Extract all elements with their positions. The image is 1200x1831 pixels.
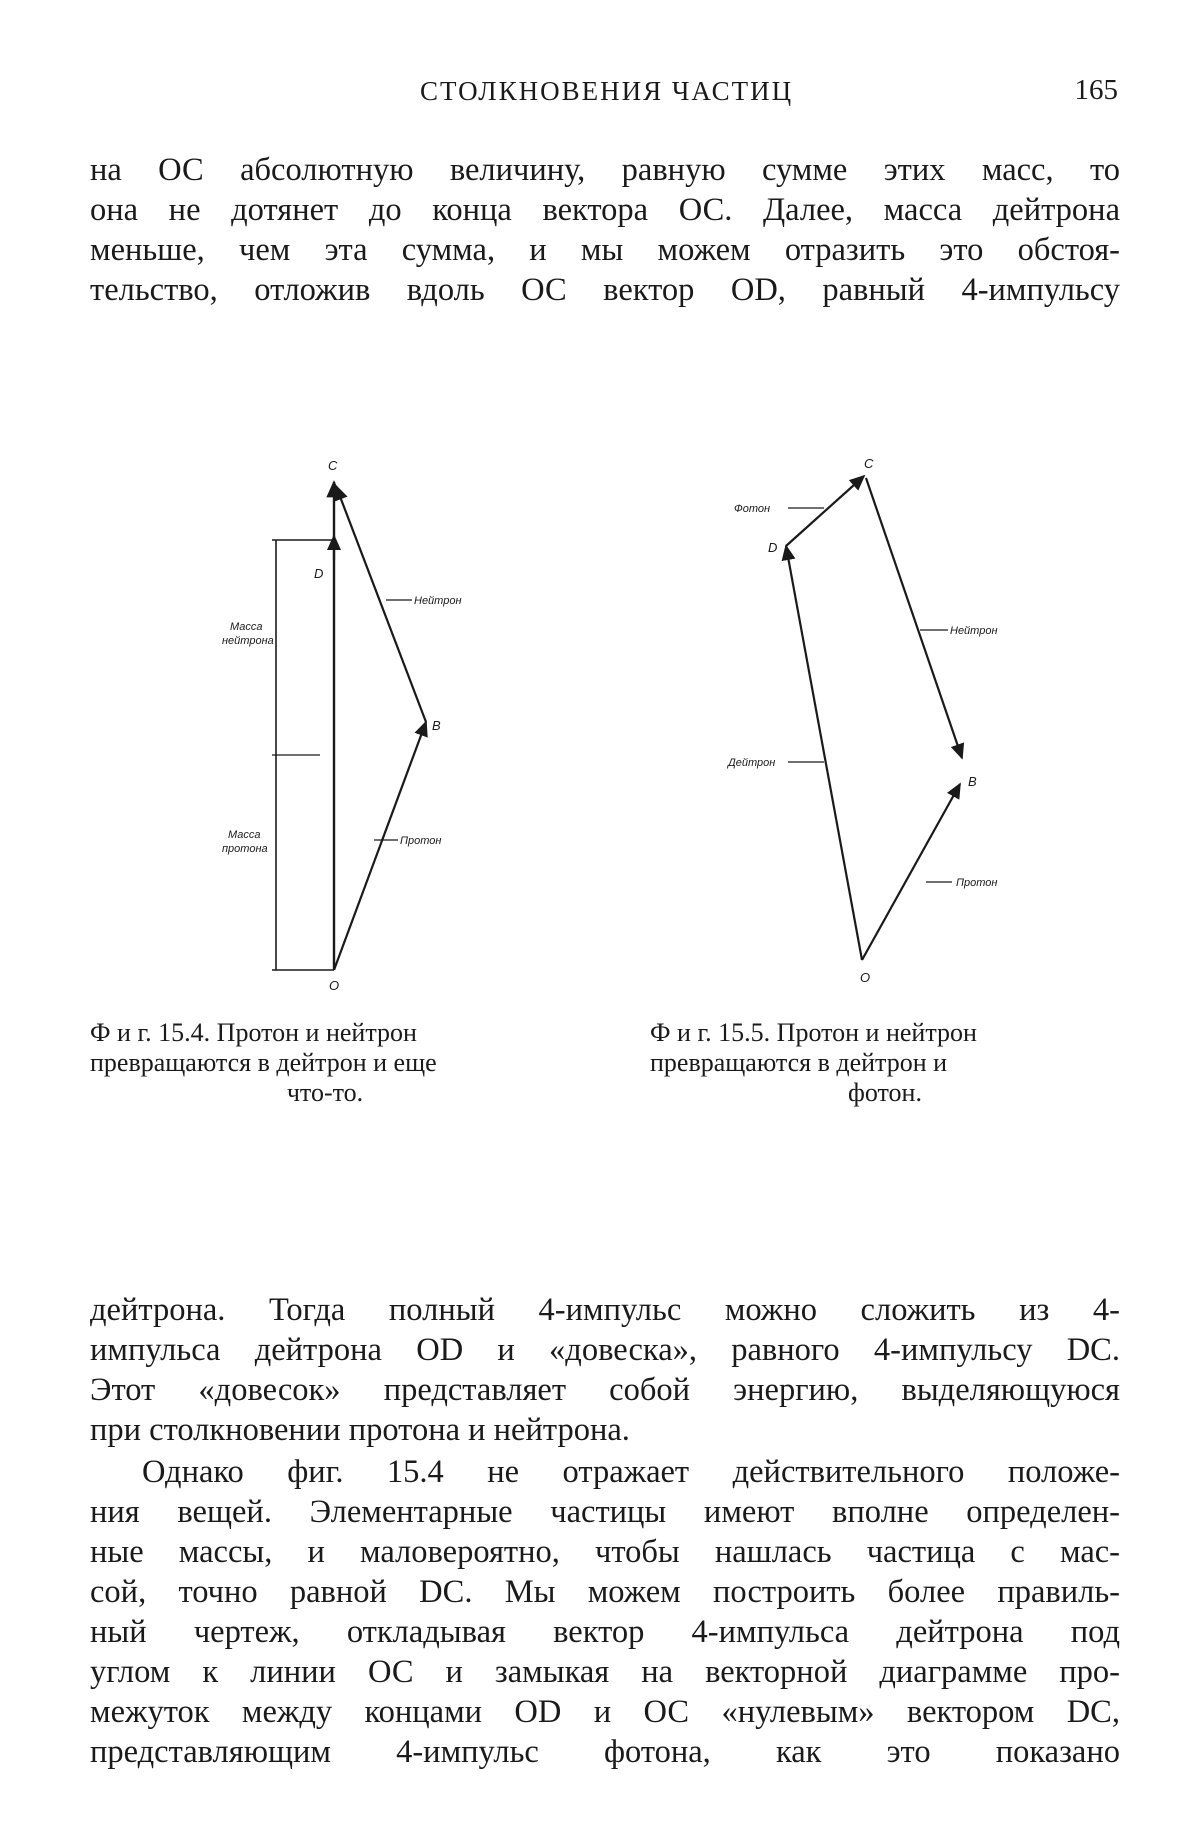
bottom-paragraph-2 [90, 1452, 1120, 1772]
vector-ob-proton [862, 784, 960, 960]
text-line: тельство, отложив вдоль ОС вектор OD, равный 4-импульсу [90, 272, 1120, 308]
caption-line: фотон. [848, 1078, 922, 1107]
label-neutron-mass-2: нейтрона [222, 635, 274, 647]
label-proton-mass-2: протона [222, 843, 268, 855]
figure-15-4 [190, 450, 490, 993]
label-proton-mass-1: Масса [228, 829, 261, 841]
label-neutron: Нейтрон [950, 625, 998, 637]
label-proton: Протон [956, 877, 998, 889]
caption-line: превращаются в дейтрон и [650, 1048, 948, 1077]
text-line: меньше, чем эта сумма, и мы можем отразить это обстоя- [90, 232, 1120, 268]
page-header [0, 72, 1200, 112]
vector-dc-photon [786, 476, 864, 546]
point-label-o: O [329, 978, 340, 993]
point-label-b: B [432, 718, 441, 733]
point-label-o: O [860, 970, 871, 985]
vector-cb-neutron [866, 478, 962, 758]
label-deuteron: Дейтрон [728, 757, 776, 769]
point-label-b: B [968, 774, 977, 789]
text-line: импульса дейтрона OD и «довеска», равного 4-импульсу DC. [90, 1332, 1120, 1368]
text-line: ные массы, и маловероятно, чтобы нашлась частица с мас- [90, 1534, 1120, 1570]
text-line: межуток между концами OD и ОС «нулевым» вектором DC, [90, 1694, 1120, 1730]
point-label-d: D [768, 540, 778, 555]
page-number: 165 [1074, 74, 1118, 106]
caption-line: превращаются в дейтрон и еще [90, 1048, 437, 1077]
caption-15-5 [650, 1018, 1120, 1108]
text-line: на ОС абсолютную величину, равную сумме этих масс, то [90, 152, 1120, 188]
figure-15-4-diagram [190, 450, 490, 993]
text-line: сой, точно равной DC. Мы можем построить более правиль- [90, 1574, 1120, 1610]
caption-line: Ф и г. 15.5. Протон и нейтрон [650, 1018, 977, 1047]
point-label-c: C [328, 458, 338, 473]
text-line: дейтрона. Тогда полный 4-импульс можно сложить из 4- [90, 1292, 1120, 1328]
top-paragraph [90, 150, 1120, 310]
label-proton: Протон [400, 835, 442, 847]
running-title: СТОЛКНОВЕНИЯ ЧАСТИЦ [420, 76, 794, 106]
label-neutron-mass-1: Масса [230, 621, 263, 633]
bottom-paragraph-1 [90, 1290, 1120, 1450]
point-label-c: C [864, 456, 874, 471]
text-line: углом к линии ОС и замыкая на векторной диаграмме про- [90, 1654, 1120, 1690]
text-line: представляющим 4-импульс фотона, как это показано [90, 1734, 1120, 1770]
point-label-d: D [314, 566, 324, 581]
figure-15-5 [720, 450, 1040, 990]
text-line: Однако фиг. 15.4 не отражает действительного положе- [142, 1454, 1120, 1490]
label-neutron: Нейтрон [414, 595, 462, 607]
caption-line: что-то. [286, 1078, 364, 1107]
text-line: при столкновении протона и нейтрона. [90, 1412, 630, 1448]
text-line: ный чертеж, откладывая вектор 4-импульса дейтрона под [90, 1614, 1120, 1650]
vector-bc-neutron [336, 486, 426, 722]
caption-line: Ф и г. 15.4. Протон и нейтрон [90, 1018, 417, 1047]
figure-15-5-diagram [720, 450, 1040, 990]
text-line: ния вещей. Элементарные частицы имеют вполне определен- [90, 1494, 1120, 1530]
vector-od-deuteron [786, 546, 862, 960]
label-photon: Фотон [734, 503, 771, 515]
caption-15-4 [90, 1018, 560, 1108]
text-line: она не дотянет до конца вектора ОС. Далее, масса дейтрона [90, 192, 1120, 228]
text-line: Этот «довесок» представляет собой энергию, выделяющуюся [90, 1372, 1120, 1408]
